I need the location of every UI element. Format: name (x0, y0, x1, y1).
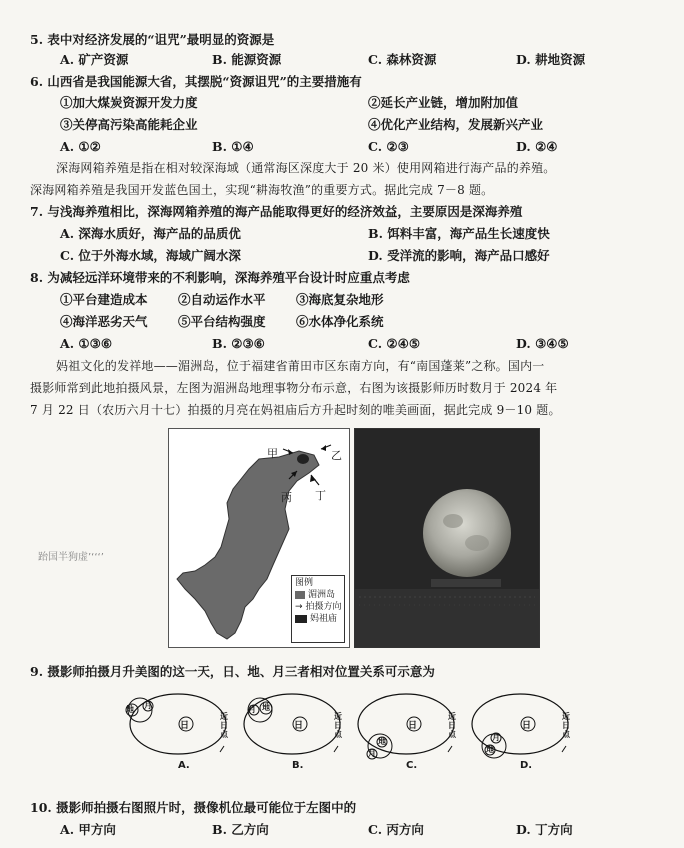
q6-option-b[interactable]: B. ①④ (212, 139, 254, 154)
q5-option-c[interactable]: C. 森林资源 (368, 52, 437, 67)
q8-item-6: ⑥水体净化系统 (296, 314, 384, 329)
orbit-c-moon: 月 (368, 749, 376, 758)
q10-option-a[interactable]: A. 甲方向 (60, 822, 116, 837)
q8-item-2: ②自动运作水平 (178, 292, 266, 307)
q8-option-c[interactable]: C. ②④⑤ (368, 336, 421, 351)
orbit-b-letter: B. (292, 760, 304, 771)
q7-option-c[interactable]: C. 位于外海水域，海域广阔水深 (60, 248, 241, 263)
legend-temple-label: 妈祖庙 (310, 614, 338, 624)
q10-option-d[interactable]: D. 丁方向 (516, 822, 573, 837)
side-note: 跆国半狗虚’‘‘‘’ (38, 552, 104, 563)
legend-island-label: 湄洲岛 (308, 590, 336, 600)
moonrise-photo-drawing (355, 429, 539, 647)
passage1-line2: 深海网箱养殖是我国开发蓝色国土，实现“耕海牧渔”的重要方式。据此完成 7－8 题。 (30, 183, 494, 197)
q6-item-3: ③关停高污染高能耗企业 (60, 117, 198, 132)
orbit-c-perigee: 近日点 (448, 712, 456, 739)
q8-item-5: ⑤平台结构强度 (178, 314, 266, 329)
legend-temple-swatch (295, 615, 307, 623)
island-map (168, 428, 350, 648)
mazu-temple-marker (297, 454, 309, 464)
orbit-b-earth: 地 (262, 703, 270, 712)
q10-option-c[interactable]: C. 丙方向 (368, 822, 424, 837)
moonrise-photo (354, 428, 540, 648)
legend-arrow-icon: → (295, 602, 303, 612)
passage2-line3: 7 月 22 日（农历六月十七）拍摄的月亮在妈祖庙后方升起时刻的唯美画面，据此完成 9－10 题。 (30, 403, 561, 417)
map-legend (291, 575, 345, 643)
orbit-a-sun: 日 (180, 721, 190, 731)
q8-item-4: ④海洋恶劣天气 (60, 314, 148, 329)
q5-option-d[interactable]: D. 耕地资源 (516, 52, 586, 67)
q6-item-1: ①加大煤炭资源开发力度 (60, 95, 198, 110)
q5-stem: 5. 表中对经济发展的“诅咒”最明显的资源是 (30, 32, 275, 47)
q8-item-1: ①平台建造成本 (60, 292, 148, 307)
orbit-a-perigee: 近日点 (220, 712, 228, 739)
q8-option-d[interactable]: D. ③④⑤ (516, 336, 569, 351)
orbit-d-earth: 地 (486, 745, 494, 754)
map-label-ding: 丁 (315, 489, 326, 502)
orbit-a-earth: 地 (126, 705, 134, 714)
orbit-c-sun: 日 (408, 721, 418, 731)
orbit-d-moon: 月 (492, 733, 500, 742)
passage2-line1: 妈祖文化的发祥地——湄洲岛，位于福建省莆田市区东南方向，有“南国蓬莱”之称。国内一 (56, 359, 545, 373)
orbit-figure-d[interactable] (466, 690, 574, 770)
orbit-figure-c[interactable] (352, 690, 460, 770)
q8-option-b[interactable]: B. ②③⑥ (212, 336, 265, 351)
orbit-figure-a[interactable] (124, 690, 232, 770)
orbit-c-earth: 地 (378, 737, 386, 746)
q6-item-2: ②延长产业链，增加附加值 (368, 95, 519, 110)
q10-stem: 10. 摄影师拍摄右图照片时，摄像机位最可能位于左图中的 (30, 800, 357, 815)
q8-option-a[interactable]: A. ①③⑥ (60, 336, 113, 351)
passage2-line2: 摄影师常到此地拍摄风景，左图为湄洲岛地理事物分布示意，右图为该摄影师历时数月于 2024 年 (30, 381, 558, 395)
q6-item-4: ④优化产业结构，发展新兴产业 (368, 117, 544, 132)
q7-option-b[interactable]: B. 饵料丰富，海产品生长速度快 (368, 226, 550, 241)
orbit-b-sun: 日 (294, 721, 304, 731)
orbit-d-perigee: 近日点 (562, 712, 570, 739)
temple-silhouette (431, 579, 501, 587)
q7-stem: 7. 与浅海养殖相比，深海网箱养殖的海产品能取得更好的经济效益，主要原因是深海养殖 (30, 204, 523, 219)
legend-direction-label: 拍摄方向 (305, 602, 342, 612)
q7-option-d[interactable]: D. 受洋流的影响，海产品口感好 (368, 248, 550, 263)
orbit-figure-b[interactable] (238, 690, 346, 770)
orbit-b-moon: 月 (248, 705, 256, 714)
orbit-d-sun: 日 (522, 721, 532, 731)
orbit-c-letter: C. (406, 760, 418, 771)
map-label-jia: 甲 (267, 447, 278, 460)
q7-option-a[interactable]: A. 深海水质好，海产品的品质优 (60, 226, 241, 241)
legend-title: 图例 (295, 578, 314, 588)
q8-stem: 8. 为减轻远洋环境带来的不利影响，深海养殖平台设计时应重点考虑 (30, 270, 410, 285)
q10-option-b[interactable]: B. 乙方向 (212, 822, 269, 837)
q6-option-a[interactable]: A. ①② (60, 139, 101, 154)
moon-disc (423, 489, 511, 577)
q5-option-b[interactable]: B. 能源资源 (212, 52, 282, 67)
legend-island-swatch (295, 591, 305, 599)
map-label-bing: 丙 (281, 491, 292, 504)
orbit-b-perigee: 近日点 (334, 712, 342, 739)
orbit-a-letter: A. (178, 760, 190, 771)
q6-option-d[interactable]: D. ②④ (516, 139, 558, 154)
q6-stem: 6. 山西省是我国能源大省，其摆脱“资源诅咒”的主要措施有 (30, 74, 362, 89)
orbit-a-moon: 月 (144, 701, 152, 710)
orbit-d-letter: D. (520, 760, 533, 771)
q9-stem: 9. 摄影师拍摄月升美图的这一天，日、地、月三者相对位置关系可示意为 (30, 664, 435, 679)
passage1-line1: 深海网箱养殖是指在相对较深海域（通常海区深度大于 20 米）使用网箱进行海产品的养殖。 (56, 161, 556, 175)
q8-item-3: ③海底复杂地形 (296, 292, 384, 307)
q5-option-a[interactable]: A. 矿产资源 (60, 52, 129, 67)
q6-option-c[interactable]: C. ②③ (368, 139, 409, 154)
map-label-yi: 乙 (331, 449, 342, 462)
